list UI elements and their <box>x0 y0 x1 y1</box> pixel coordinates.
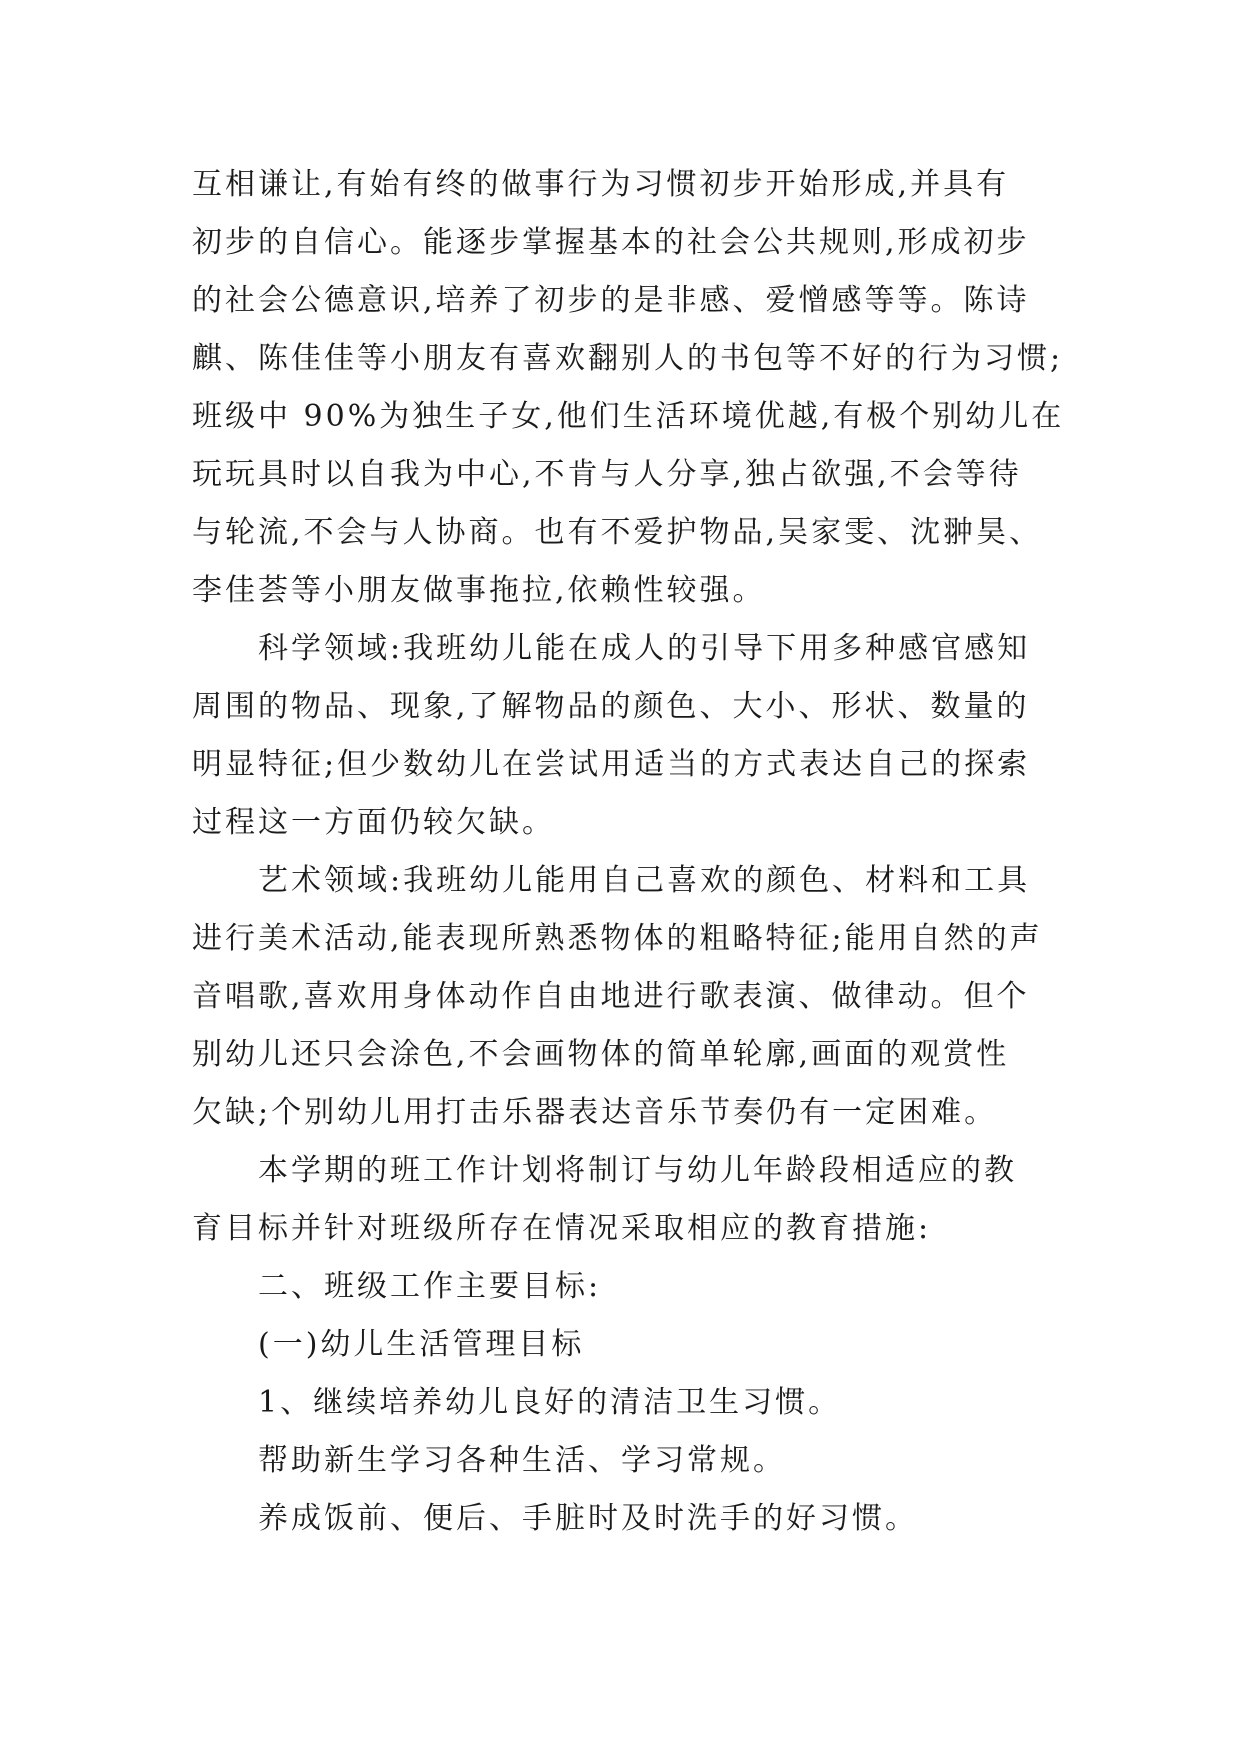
text-line: 过程这一方面仍较欠缺。 <box>192 805 555 840</box>
text-line: 李佳荟等小朋友做事拖拉,依赖性较强。 <box>192 573 766 608</box>
subsection-heading: (一)幼儿生活管理目标 <box>258 1327 585 1362</box>
paragraph-start-plan: 本学期的班工作计划将制订与幼儿年龄段相适应的教 <box>258 1153 1017 1188</box>
text-line: 明显特征;但少数幼儿在尝试用适当的方式表达自己的探索 <box>192 747 1031 782</box>
text-line: 别幼儿还只会涂色,不会画物体的简单轮廓,画面的观赏性 <box>192 1037 1010 1072</box>
list-item: 帮助新生学习各种生活、学习常规。 <box>258 1443 786 1478</box>
section-heading: 二、班级工作主要目标: <box>258 1269 602 1304</box>
paragraph-start-science: 科学领域:我班幼儿能在成人的引导下用多种感官感知 <box>258 631 1031 666</box>
text-line: 麒、陈佳佳等小朋友有喜欢翻别人的书包等不好的行为习惯; <box>192 341 1064 376</box>
text-line: 音唱歌,喜欢用身体动作自由地进行歌表演、做律动。但个 <box>192 979 1030 1014</box>
text-line: 的社会公德意识,培养了初步的是非感、爱憎感等等。陈诗 <box>192 283 1030 318</box>
list-item: 1、继续培养幼儿良好的清洁卫生习惯。 <box>258 1385 842 1420</box>
text-line: 育目标并针对班级所存在情况采取相应的教育措施: <box>192 1211 932 1246</box>
body-text <box>192 156 1072 1548</box>
text-line: 玩玩具时以自我为中心,不肯与人分享,独占欲强,不会等待 <box>192 457 1022 492</box>
list-item: 养成饭前、便后、手脏时及时洗手的好习惯。 <box>258 1501 918 1536</box>
text-line: 与轮流,不会与人协商。也有不爱护物品,吴家雯、沈翀昊、 <box>192 515 1043 550</box>
text-line: 班级中 90%为独生子女,他们生活环境优越,有极个别幼儿在 <box>192 399 1065 434</box>
text-line: 欠缺;个别幼儿用打击乐器表达音乐节奏仍有一定困难。 <box>192 1095 998 1130</box>
text-line: 初步的自信心。能逐步掌握基本的社会公共规则,形成初步 <box>192 225 1030 260</box>
text-line: 周围的物品、现象,了解物品的颜色、大小、形状、数量的 <box>192 689 1030 724</box>
text-line: 互相谦让,有始有终的做事行为习惯初步开始形成,并具有 <box>192 167 1010 202</box>
paragraph-start-art: 艺术领域:我班幼儿能用自己喜欢的颜色、材料和工具 <box>258 863 1031 898</box>
text-line: 进行美术活动,能表现所熟悉物体的粗略特征;能用自然的声 <box>192 921 1043 956</box>
